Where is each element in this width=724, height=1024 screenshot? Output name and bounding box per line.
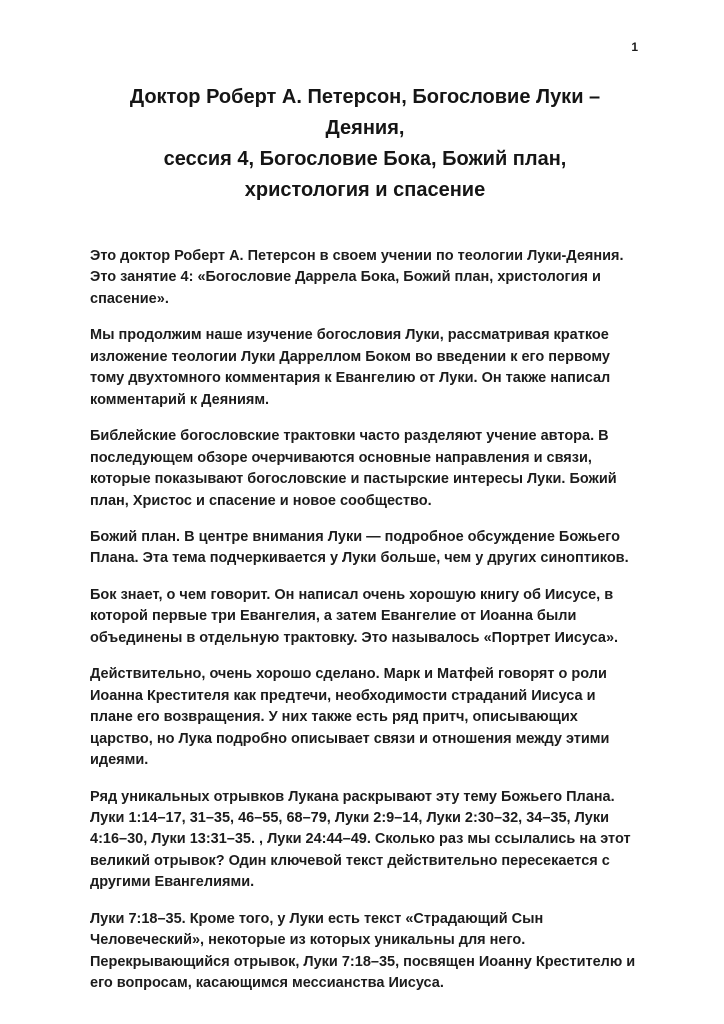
title-line: Деяния, [325,117,405,139]
title-line: Доктор Роберт А. Петерсон, Богословие Луки – [129,86,601,108]
paragraph: Ряд уникальных отрывков Лукана раскрывают эту тему Божьего Плана. Луки 1:14–17, 31–35, 46–55, 68–79, Луки 2:9–14, Луки 2:30–32, 34–35, Луки 4:16–30, Луки 13:31–35. , Луки 24:44–49. Сколько раз мы ссылались на этот великий отрывок? Один ключевой текст действительно пересекается с другими Евангелиями. [90,788,631,891]
title-line: христология и спасение [244,179,486,201]
paragraph: Божий план. В центре внимания Луки — подробное обсуждение Божьего Плана. Эта тема подчеркивается у Луки больше, чем у других синоптиков. [90,528,629,567]
document-title [90,82,640,206]
paragraph: Луки 7:18–35. Кроме того, у Луки есть текст «Страдающий Сын Человеческий», некоторые из которых уникальны для него. Перекрывающийся отрывок, Луки 7:18–35, посвящен Иоанну Крестителю и его вопросам, касающимся мессианства Иисуса. [90,910,636,992]
paragraph: Мы продолжим наше изучение богословия Луки, рассматривая краткое изложение теологии Луки Дарреллом Боком во введении к его первому тому двухтомного комментария к Евангелию от Луки. Он также написал комментарий к Деяниям. [90,327,611,408]
paragraph: Действительно, очень хорошо сделано. Марк и Матфей говорят о роли Иоанна Крестителя как предтечи, необходимости страданий Иисуса и плане его возвращения. У них также есть ряд притч, описывающих царство, но Лука подробно описывает связи и отношения между этими идеями. [90,666,610,769]
paragraph: Библейские богословские трактовки часто разделяют учение автора. В последующем обзоре очерчиваются основные направления и связи, которые показывают богословские и пастырские интересы Луки. Божий план, Христос и спасение и новое сообщество. [90,428,617,509]
paragraph: Это доктор Роберт А. Петерсон в своем учении по теологии Луки-Деяния. Это занятие 4: «Богословие Даррела Бока, Божий план, христология и спасение». [90,248,624,307]
document-body [90,246,640,995]
title-line: сессия 4, Богословие Бока, Божий план, [163,148,567,170]
paragraph: Бок знает, о чем говорит. Он написал очень хорошую книгу об Иисусе, в которой первые три Евангелия, а затем Евангелие от Иоанна были объединены в отдельную трактовку. Это называлось «Портрет Иисуса». [90,586,619,646]
page-number: 1 [631,40,638,54]
